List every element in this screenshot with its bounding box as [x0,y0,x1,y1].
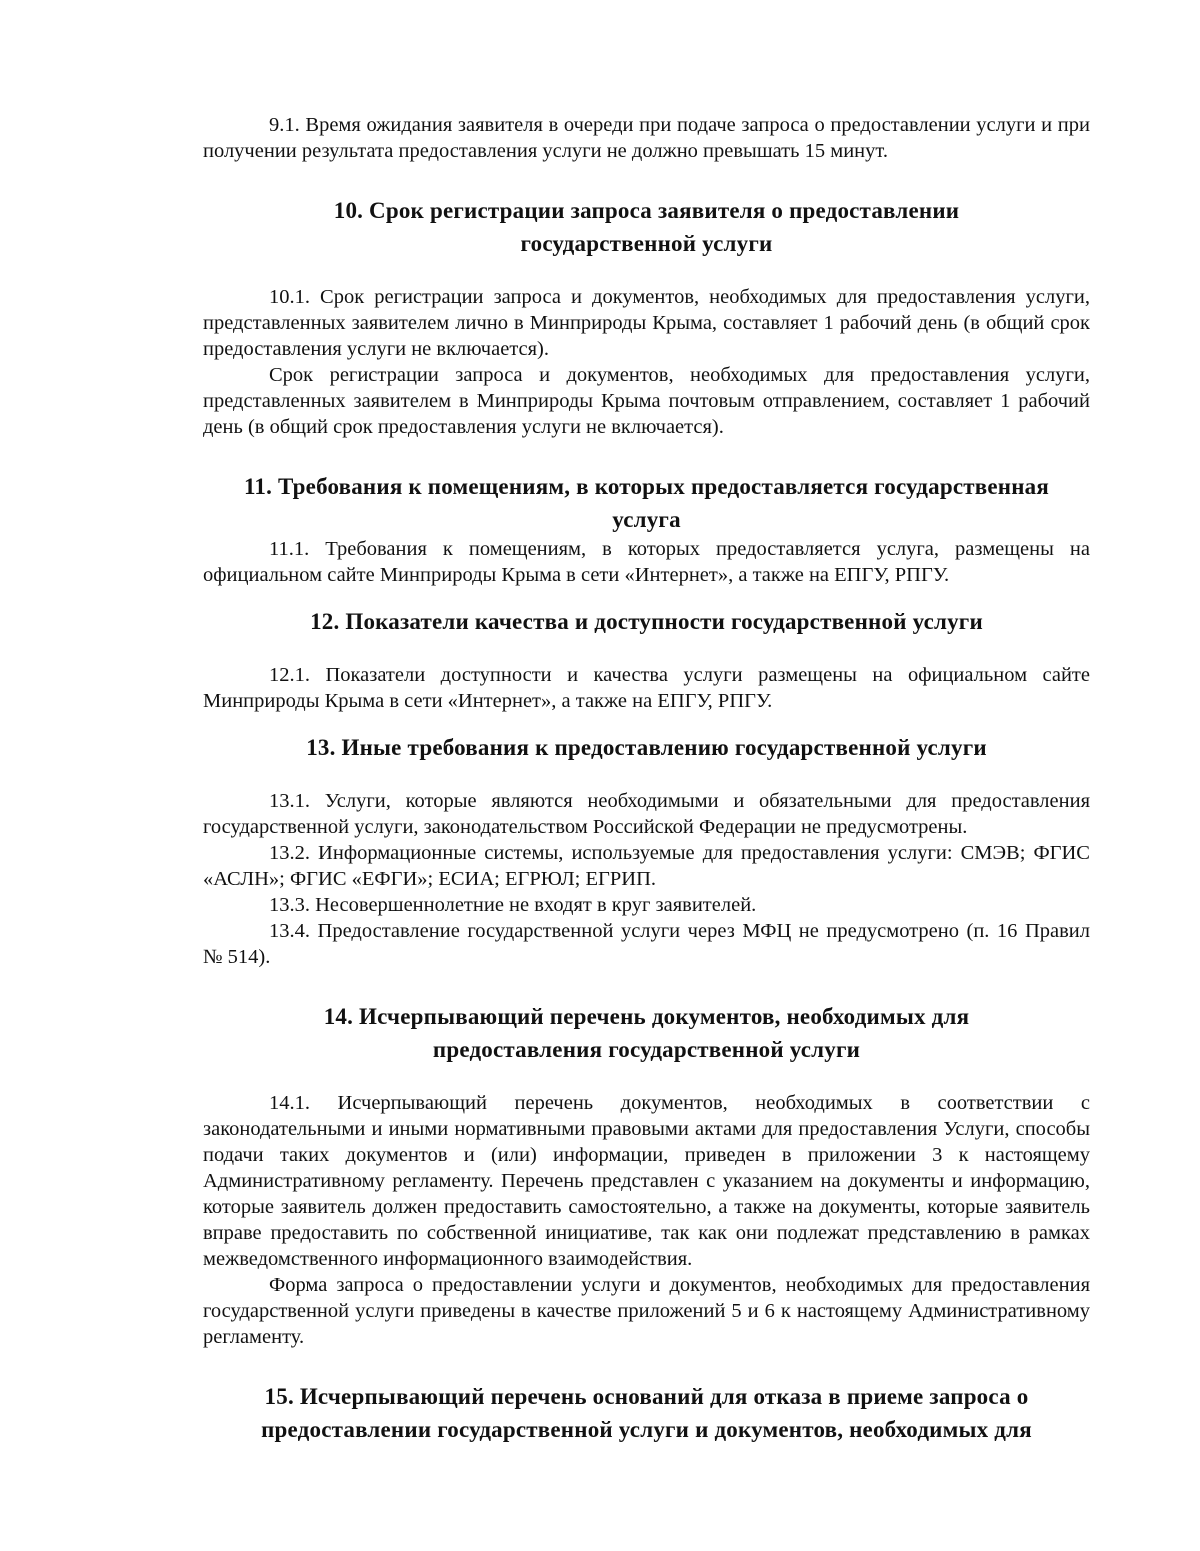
paragraph-11-1: 11.1. Требования к помещениям, в которых предоставляется услуга, размещены на официальном сайте Минприроды Крыма в сети «Интернет», а также на ЕПГУ, РПГУ. [203,538,1090,586]
heading-section-10: 10. Срок регистрации запроса заявителя о предоставлении государственной услуги [333,198,960,256]
heading-section-13: 13. Иные требования к предоставлению государственной услуги [306,735,987,760]
heading-section-12: 12. Показатели качества и доступности государственной услуги [310,609,983,634]
heading-section-15: 15. Исчерпывающий перечень оснований для отказа в приеме запроса о предоставлении государственной услуги и документов, необходимых для [261,1384,1032,1442]
paragraph-10-2: Срок регистрации запроса и документов, необходимых для предоставления услуги, представленных заявителем в Минприроды Крыма почтовым отправлением, составляет 1 рабочий день (в общий срок предоставления услуги не включается). [203,364,1090,438]
paragraph-13-2: 13.2. Информационные системы, используемые для предоставления услуги: СМЭВ; ФГИС «АСЛН»; ФГИС «ЕФГИ»; ЕСИА; ЕГРЮЛ; ЕГРИП. [203,842,1090,890]
heading-section-11: 11. Требования к помещениям, в которых предоставляется государственная услуга [243,474,1050,532]
document-page [203,112,1090,1446]
paragraph-14-2: Форма запроса о предоставлении услуги и документов, необходимых для предоставления государственной услуги приведены в качестве приложений 5 и 6 к настоящему Административному регламенту. [203,1274,1090,1348]
heading-section-14: 14. Исчерпывающий перечень документов, необходимых для предоставления государственной услуги [323,1004,970,1062]
paragraph-13-3: 13.3. Несовершеннолетние не входят в круг заявителей. [269,894,757,916]
paragraph-13-1: 13.1. Услуги, которые являются необходимыми и обязательными для предоставления государственной услуги, законодательством Российской Федерации не предусмотрены. [203,790,1090,838]
paragraph-9-1: 9.1. Время ожидания заявителя в очереди при подаче запроса о предоставлении услуги и при получении результата предоставления услуги не должно превышать 15 минут. [203,114,1090,162]
paragraph-12-1: 12.1. Показатели доступности и качества услуги размещены на официальном сайте Минприроды Крыма в сети «Интернет», а также на ЕПГУ, РПГУ. [203,664,1090,712]
paragraph-13-4: 13.4. Предоставление государственной услуги через МФЦ не предусмотрено (п. 16 Правил № 514). [203,920,1090,968]
paragraph-14-1: 14.1. Исчерпывающий перечень документов, необходимых в соответствии с законодательными и иными нормативными правовыми актами для предоставления Услуги, способы подачи таких документов и (или) информации, приведен в приложении 3 к настоящему Административному регламенту. Перечень представлен с указанием на документы и информацию, которые заявитель должен предоставить самостоятельно, а также на документы, которые заявитель вправе предоставить по собственной инициативе, так как они подлежат представлению в рамках межведомственного информационного взаимодействия. [203,1092,1090,1270]
paragraph-10-1: 10.1. Срок регистрации запроса и документов, необходимых для предоставления услуги, представленных заявителем лично в Минприроды Крыма, составляет 1 рабочий день (в общий срок предоставления услуги не включается). [203,286,1090,360]
